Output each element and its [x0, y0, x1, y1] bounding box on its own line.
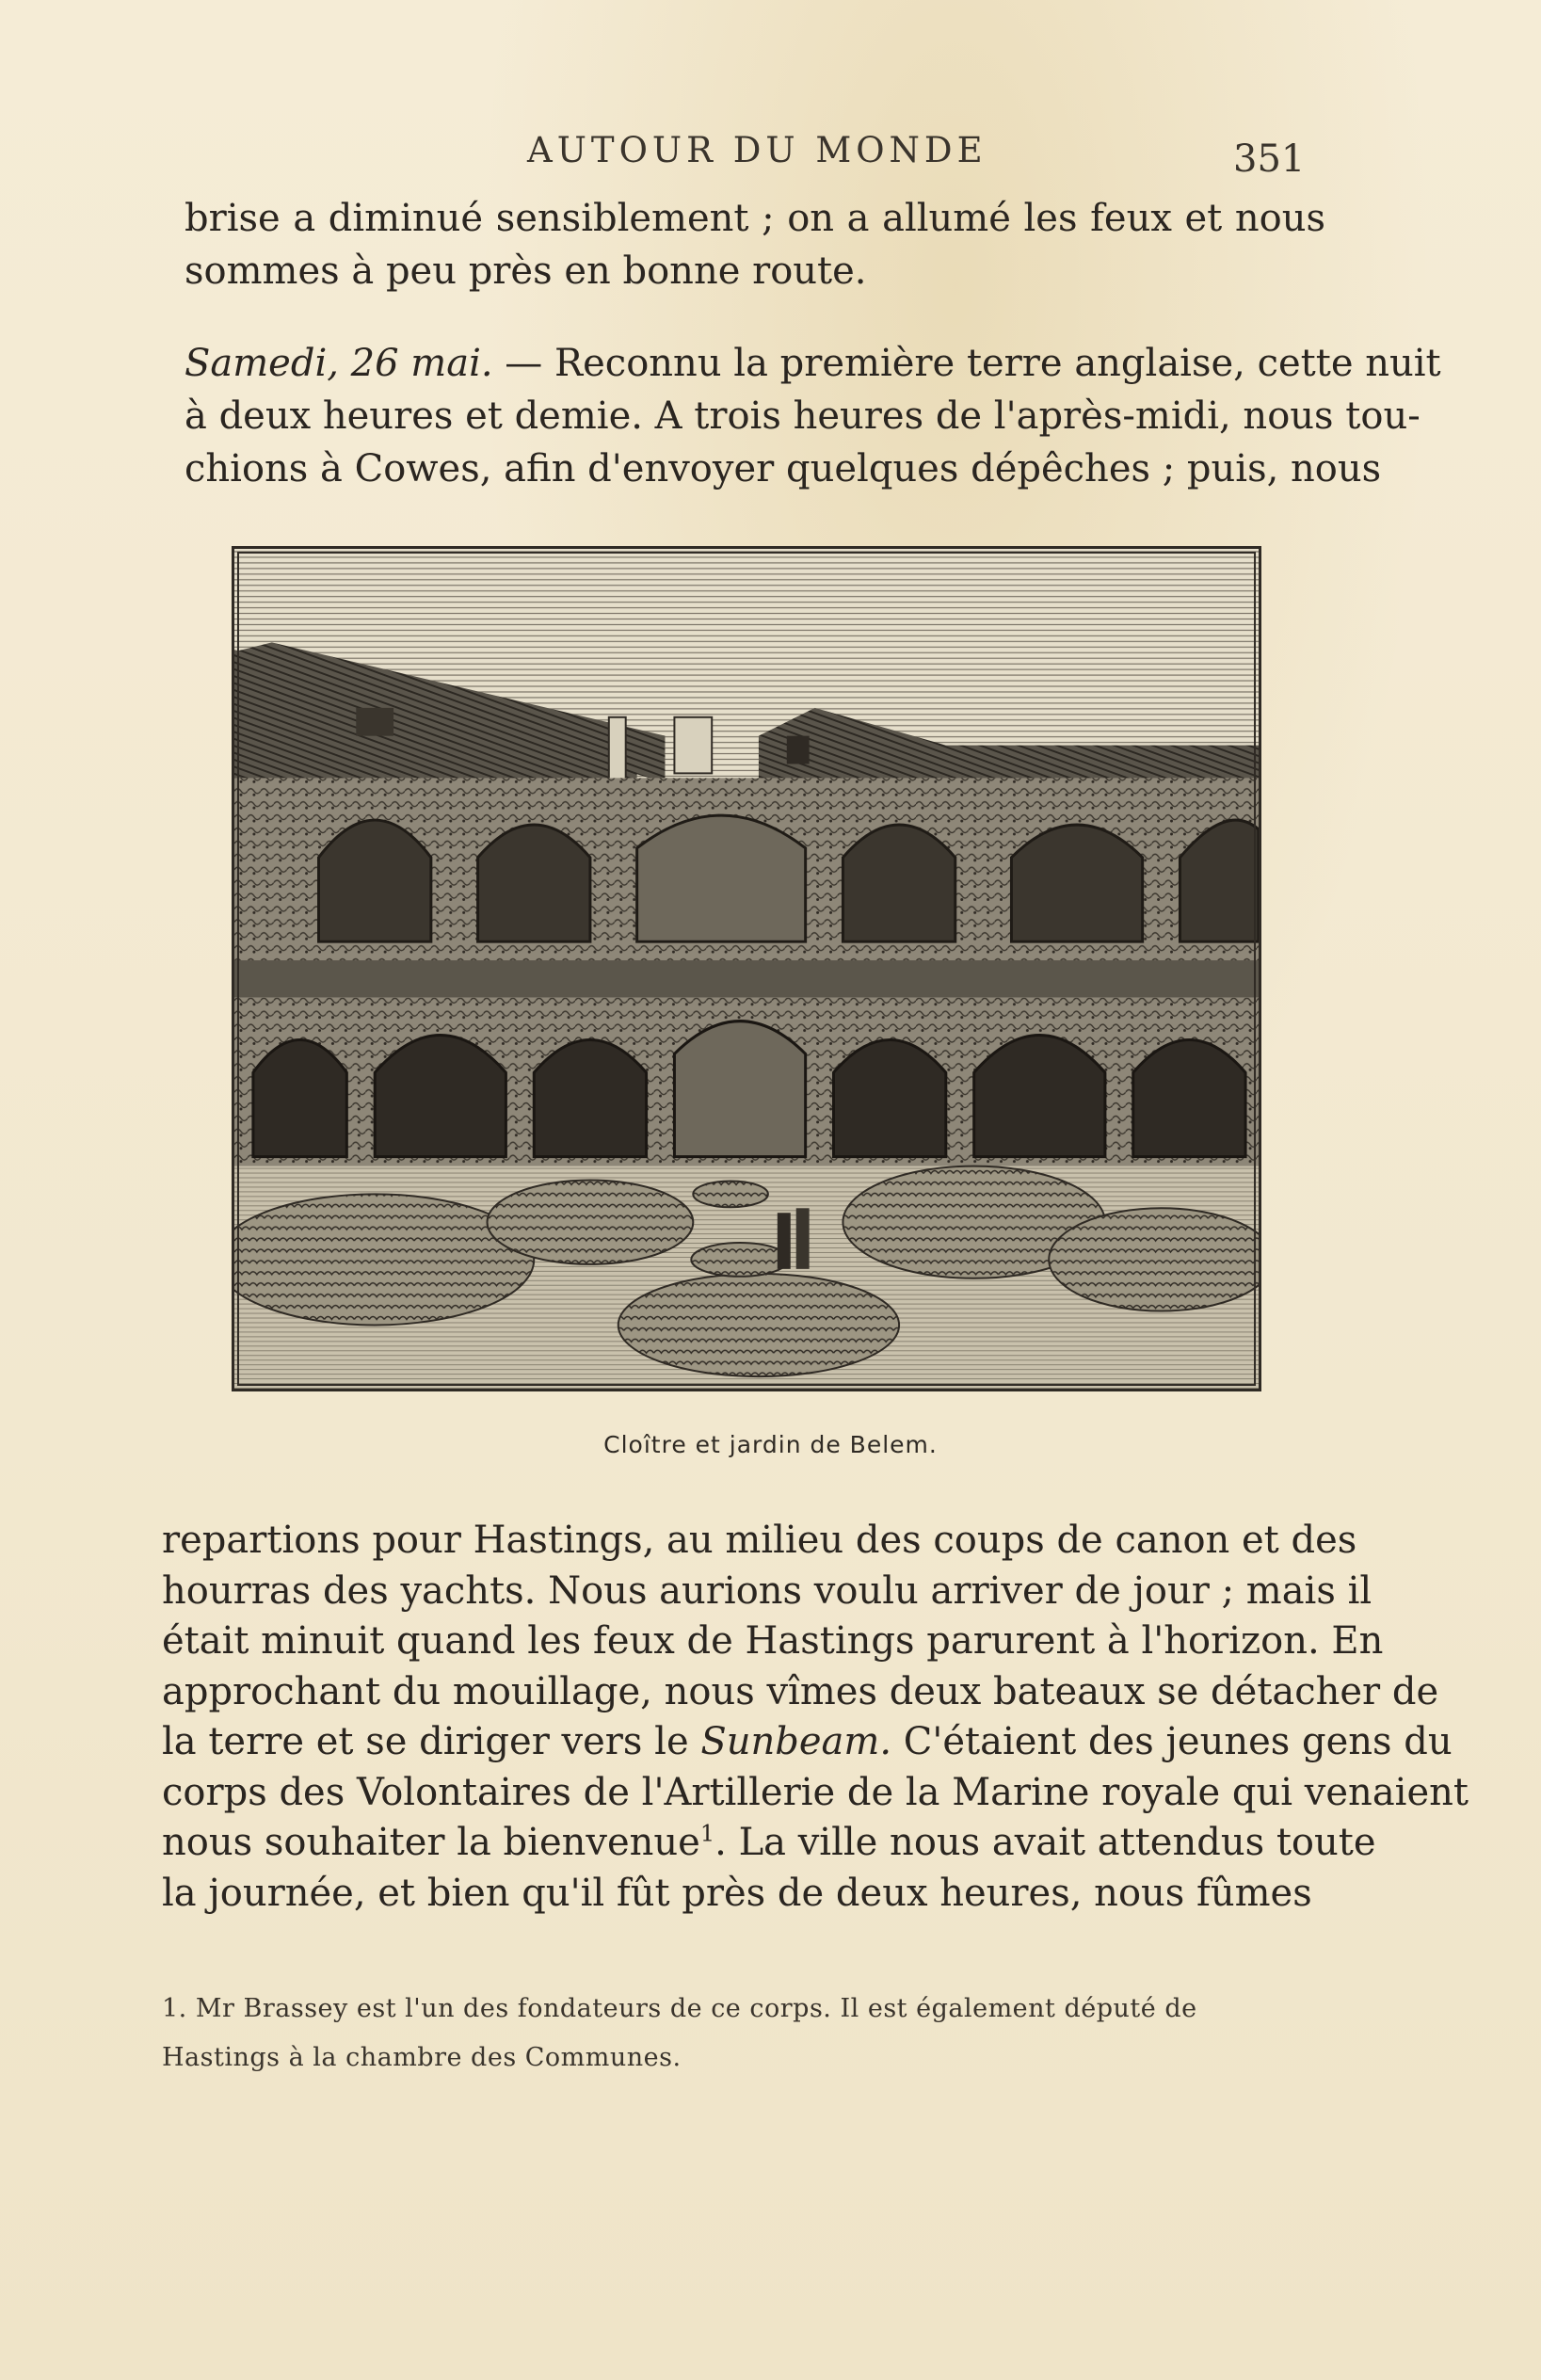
text-line — [185, 337, 1441, 390]
text-line: approchant du mouillage, nous vîmes deux bateaux se détacher de — [162, 1669, 1439, 1713]
footnote-reference[interactable]: 1 — [699, 1820, 715, 1847]
text-fragment: la terre et se diriger vers le — [162, 1720, 701, 1763]
text-line: corps des Volontaires de l'Artillerie de la Marine royale qui venaient — [162, 1770, 1469, 1814]
text-line: était minuit quand les feux de Hastings parurent à l'horizon. En — [162, 1619, 1384, 1663]
page-number: 351 — [1233, 137, 1306, 181]
text-line: à deux heures et demie. A trois heures de l'après-midi, nous tou- — [185, 394, 1421, 438]
footnote-line — [162, 1985, 1301, 2034]
footnote-line: Hastings à la chambre des Communes. — [162, 2043, 682, 2072]
paragraph-2 — [185, 337, 1441, 495]
text-line: chions à Cowes, afin d'envoyer quelques dépêches ; puis, nous — [185, 447, 1382, 490]
footnote-text: Brassey est l'un des fondateurs de ce corps. Il est également député de — [234, 1994, 1197, 2023]
text-line: sommes à peu près en bonne route. — [185, 249, 867, 293]
text-line: hourras des yachts. Nous aurions voulu arriver de jour ; mais il — [162, 1568, 1372, 1613]
engraving-cloister-illustration — [234, 549, 1259, 1389]
cloister-engraving — [232, 546, 1261, 1391]
footnote-number: 1. — [162, 1994, 187, 2023]
footnote — [162, 1985, 1301, 2082]
text-fragment: — Reconnu la première terre anglaise, cette nuit — [492, 342, 1441, 385]
text-line — [162, 1818, 1376, 1869]
figure-caption: Cloître et jardin de Belem. — [603, 1431, 938, 1458]
text-line: repartions pour Hastings, au milieu des coups de canon et des — [162, 1519, 1357, 1562]
text-fragment: . La ville nous avait attendus toute — [714, 1821, 1376, 1864]
text-line: brise a diminué sensiblement ; on a allumé les feux et nous — [185, 197, 1325, 240]
paragraph-1 — [185, 192, 1325, 298]
text-fragment: nous souhaiter la bienvenue — [162, 1821, 700, 1864]
text-line — [162, 1717, 1453, 1768]
paragraph-3 — [162, 1516, 1469, 1919]
date-label: Samedi, 26 mai. — [185, 342, 493, 385]
running-title: AUTOUR DU MONDE — [527, 130, 987, 170]
text-fragment: C'étaient des jeunes gens du — [891, 1720, 1453, 1763]
ship-name: Sunbeam. — [700, 1720, 892, 1763]
footnote-title: Mr — [195, 1994, 235, 2023]
text-line: la journée, et bien qu'il fût près de deux heures, nous fûmes — [162, 1871, 1312, 1915]
